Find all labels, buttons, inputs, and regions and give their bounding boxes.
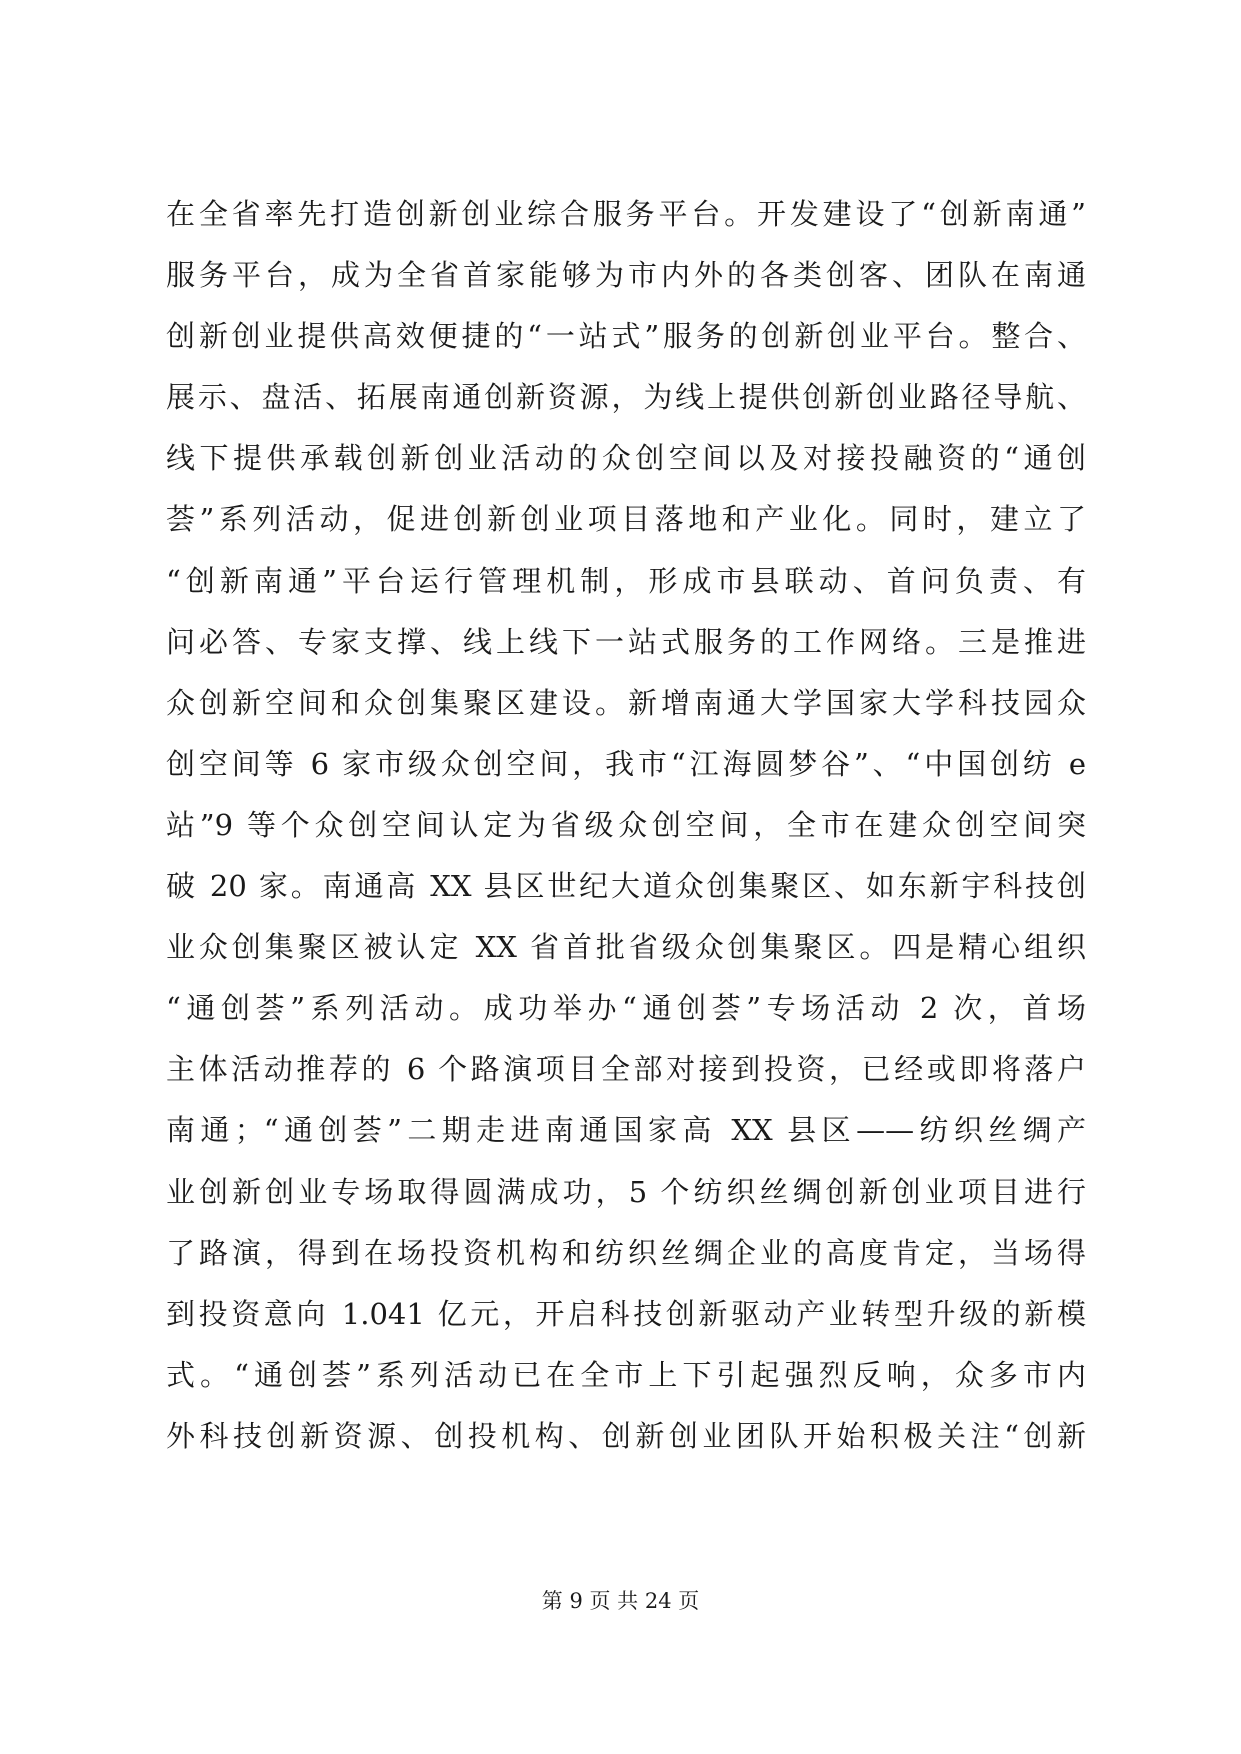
text-line: 线下提供承载创新创业活动的众创空间以及对接投融资的“通创 [166, 441, 1086, 476]
text-line: 荟”系列活动，促进创新创业项目落地和产业化。同时，建立了 [166, 502, 1086, 537]
text-line: 在全省率先打造创新创业综合服务平台。开发建设了“创新南通” [166, 197, 1086, 231]
text-line: 业创新创业专场取得圆满成功，5 个纺织丝绸创新创业项目进行 [166, 1174, 1086, 1209]
text-line: 外科技创新资源、创投机构、创新创业团队开始积极关注“创新 [166, 1418, 1086, 1453]
text-line: 创空间等 6 家市级众创空间，我市“江海圆梦谷”、“中国创纺 e [166, 746, 1086, 781]
text-line: 南通；“通创荟”二期走进南通国家高 XX 县区——纺织丝绸产 [166, 1113, 1086, 1148]
text-line: 服务平台，成为全省首家能够为市内外的各类创客、团队在南通 [166, 258, 1086, 293]
text-line: “通创荟”系列活动。成功举办“通创荟”专场活动 2 次，首场 [166, 991, 1086, 1026]
text-line: 站”9 等个众创空间认定为省级众创空间，全市在建众创空间突 [166, 807, 1086, 842]
text-line: 业众创集聚区被认定 XX 省首批省级众创集聚区。四是精心组织 [166, 930, 1086, 965]
page-number-footer: 第 9 页 共 24 页 [541, 1589, 700, 1613]
text-line: 式。“通创荟”系列活动已在全市上下引起强烈反响，众多市内 [166, 1357, 1086, 1392]
text-line: 展示、盘活、拓展南通创新资源，为线上提供创新创业路径导航、 [166, 380, 1086, 415]
text-line: 创新创业提供高效便捷的“一站式”服务的创新创业平台。整合、 [166, 319, 1086, 354]
text-line: 众创新空间和众创集聚区建设。新增南通大学国家大学科技园众 [166, 685, 1086, 720]
text-line: 到投资意向 1.041 亿元，开启科技创新驱动产业转型升级的新模 [166, 1296, 1086, 1331]
text-line: 破 20 家。南通高 XX 县区世纪大道众创集聚区、如东新宇科技创 [166, 869, 1086, 904]
text-line: 主体活动推荐的 6 个路演项目全部对接到投资，已经或即将落户 [166, 1052, 1086, 1087]
text-line: “创新南通”平台运行管理机制，形成市县联动、首问负责、有 [166, 563, 1086, 598]
text-line: 了路演，得到在场投资机构和纺织丝绸企业的高度肯定，当场得 [166, 1235, 1086, 1270]
body-text [166, 184, 1086, 1467]
text-line: 问必答、专家支撑、线上线下一站式服务的工作网络。三是推进 [166, 624, 1086, 659]
